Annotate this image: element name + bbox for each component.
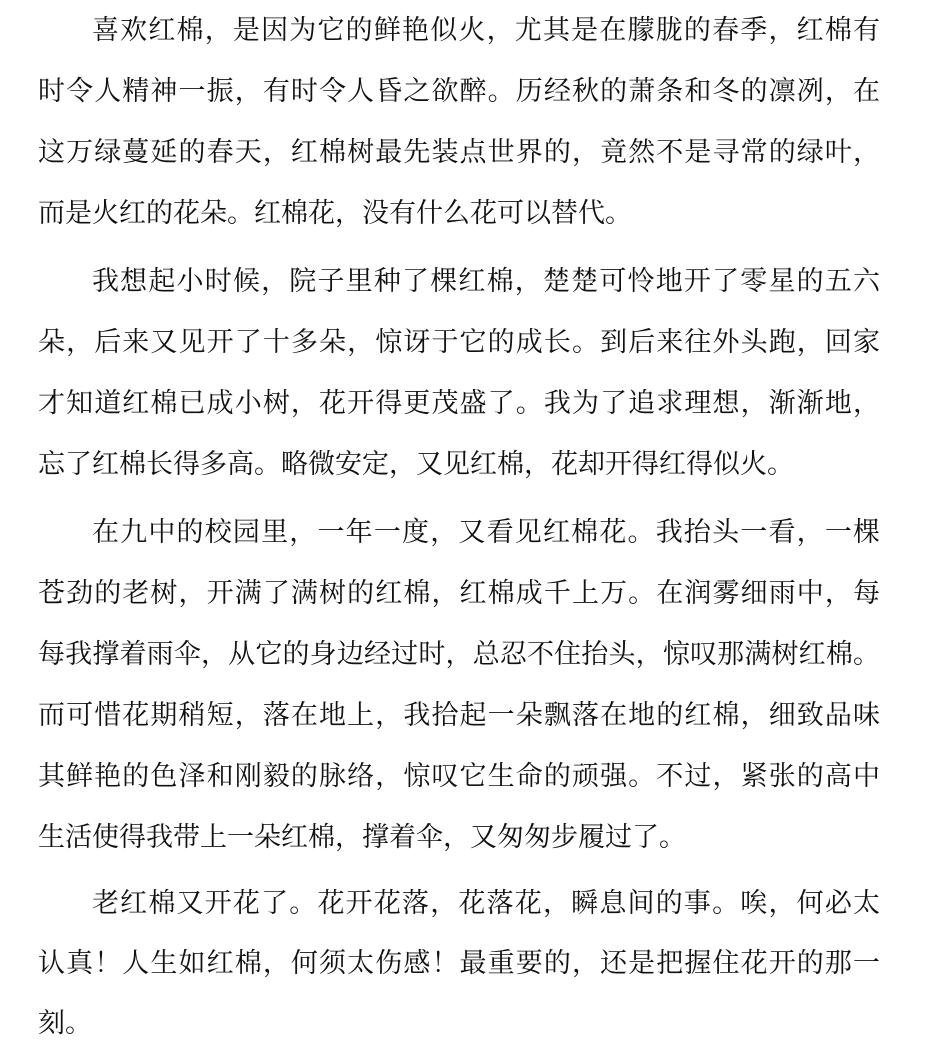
paragraph-3-line-6: 生活使得我带上一朵红棉，撑着伞，又匆匆步履过了。 [38,822,686,853]
paragraph-3-line-5: 其鲜艳的色泽和刚毅的脉络，惊叹它生命的顽强。不过，紧张的高中 [38,761,880,792]
paragraph-4-line-2: 认真！人生如红棉，何须太伤感！最重要的，还是把握住花开的那一 [38,948,880,979]
paragraph-1-line-1: 喜欢红棉，是因为它的鲜艳似火，尤其是在朦胧的春季，红棉有 [92,15,880,46]
paragraph-4-line-3: 刻。 [38,1008,92,1039]
paragraph-2-line-4: 忘了红棉长得多高。略微安定，又见红棉，花却开得红得似火。 [38,449,794,480]
paragraph-1-line-3: 这万绿蔓延的春天，红棉树最先装点世界的，竟然不是寻常的绿叶， [38,137,880,168]
paragraph-3-line-1: 在九中的校园里，一年一度，又看见红棉花。我抬头一看，一棵 [92,517,880,548]
paragraph-1-line-2: 时令人精神一振，有时令人昏之欲醉。历经秋的萧条和冬的凛冽，在 [38,76,880,107]
paragraph-2-line-1: 我想起小时候，院子里种了棵红棉，楚楚可怜地开了零星的五六 [92,266,880,297]
paragraph-2-line-3: 才知道红棉已成小树，花开得更茂盛了。我为了追求理想，渐渐地， [38,388,880,419]
paragraph-4-line-1: 老红棉又开花了。花开花落，花落花，瞬息间的事。唉，何必太 [92,888,880,919]
paragraph-3-line-4: 而可惜花期稍短，落在地上，我拾起一朵飘落在地的红棉，细致品味 [38,700,880,731]
paragraph-1-line-4: 而是火红的花朵。红棉花，没有什么花可以替代。 [38,198,632,229]
paragraph-2-line-2: 朵，后来又见开了十多朵，惊讶于它的成长。到后来往外头跑，回家 [38,327,880,358]
paragraph-3-line-3: 每我撑着雨伞，从它的身边经过时，总忍不住抬头，惊叹那满树红棉。 [38,639,880,670]
paragraph-3-line-2: 苍劲的老树，开满了满树的红棉，红棉成千上万。在润雾细雨中，每 [38,578,880,609]
